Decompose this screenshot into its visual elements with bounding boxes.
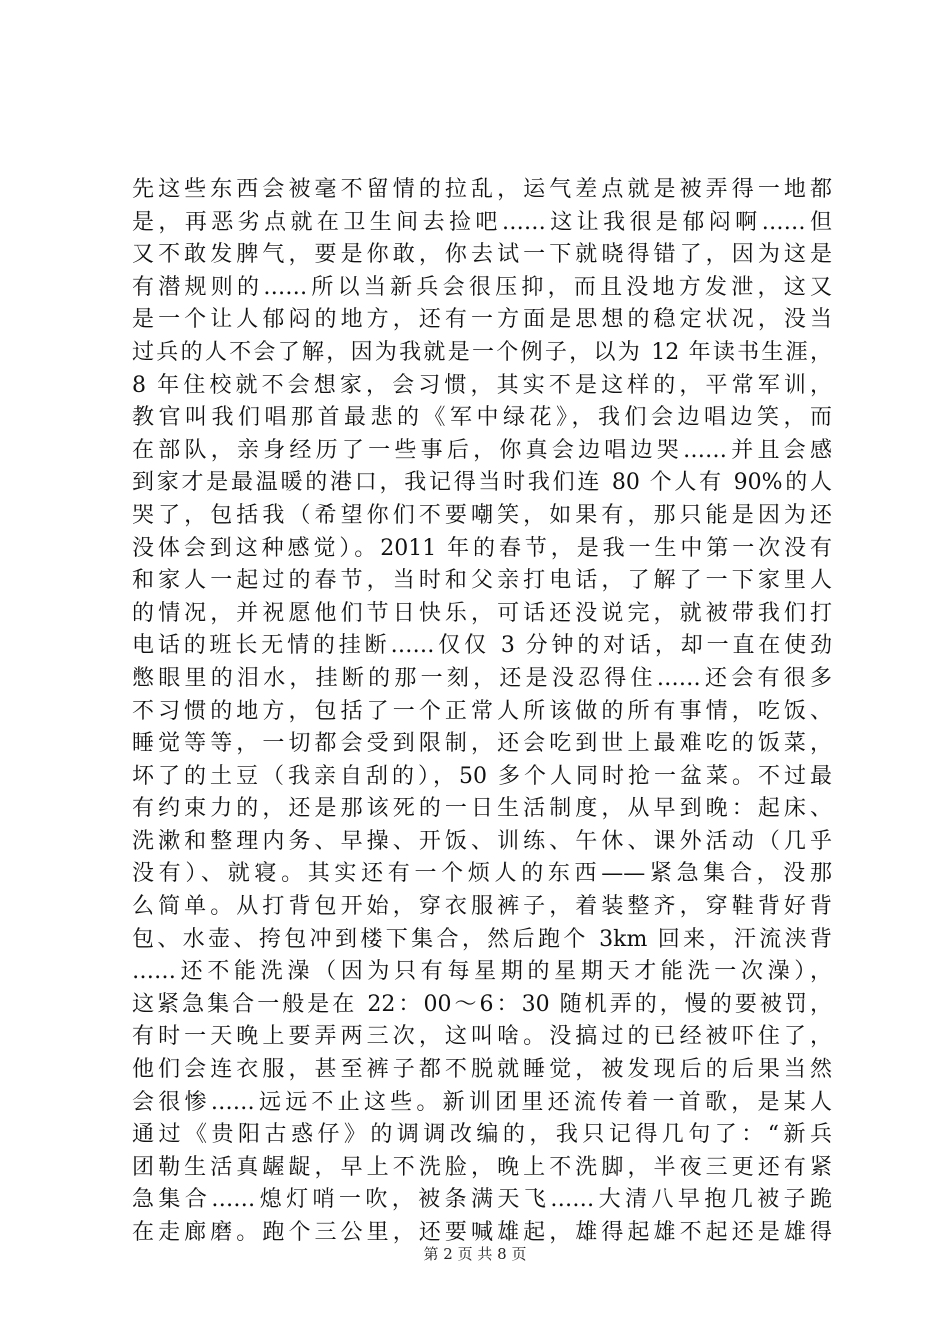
text-line: 在走廊磨。跑个三公里，还要喊雄起，雄得起雄不起还是雄得 xyxy=(132,1220,832,1245)
text-line: 洗漱和整理内务、早操、开饭、训练、午休、课外活动（几乎 xyxy=(132,828,832,854)
text-line: 这紧急集合一般是在 22：00～6：30 随机弄的，慢的要被罚， xyxy=(132,991,832,1017)
text-line: 会很惨……远远不止这些。新训团里还流传着一首歌，是某人 xyxy=(132,1089,832,1115)
text-line: 在部队，亲身经历了一些事后，你真会边唱边哭……并且会感 xyxy=(132,437,832,463)
text-line: 憋眼里的泪水，挂断的那一刻，还是没忍得住……还会有很多 xyxy=(132,665,832,691)
text-line: ……还不能洗澡（因为只有每星期的星期天才能洗一次澡）， xyxy=(132,959,832,985)
text-line: 到家才是最温暖的港口，我记得当时我们连 80 个人有 90%的人 xyxy=(132,470,832,496)
text-line: 坏了的土豆（我亲自刮的），50 多个人同时抢一盆菜。不过最 xyxy=(132,763,832,789)
text-line: 么简单。从打背包开始，穿衣服裤子，着装整齐，穿鞋背好背 xyxy=(132,894,832,920)
text-line: 没有）、就寝。其实还有一个烦人的东西——紧急集合，没那 xyxy=(132,861,832,887)
text-line: 没体会到这种感觉）。2011 年的春节，是我一生中第一次没有 xyxy=(132,535,832,561)
text-line: 是，再恶劣点就在卫生间去捡吧……这让我很是郁闷啊……但 xyxy=(132,209,832,235)
text-line: 又不敢发脾气，要是你敢，你去试一下就晓得错了，因为这是 xyxy=(132,242,832,268)
text-line: 教官叫我们唱那首最悲的《军中绿花》，我们会边唱边笑，而 xyxy=(132,405,832,431)
text-line: 是一个让人郁闷的地方，还有一方面是思想的稳定状况，没当 xyxy=(132,307,832,333)
text-line: 有约束力的，还是那该死的一日生活制度，从早到晚：起床、 xyxy=(132,796,832,822)
text-line: 他们会连衣服，甚至裤子都不脱就睡觉，被发现后的后果当然 xyxy=(132,1057,832,1083)
text-line: 的情况，并祝愿他们节日快乐，可话还没说完，就被带我们打 xyxy=(132,600,832,626)
text-line: 有潜规则的……所以当新兵会很压抑，而且没地方发泄，这又 xyxy=(132,274,832,300)
text-line: 通过《贵阳古惑仔》的调调改编的，我只记得几句了：“新兵 xyxy=(132,1122,832,1148)
text-line: 不习惯的地方，包括了一个正常人所该做的所有事情，吃饭、 xyxy=(132,698,832,724)
text-line: 过兵的人不会了解，因为我就是一个例子，以为 12 年读书生涯， xyxy=(132,339,832,365)
text-line: 有时一天晚上要弄两三次，这叫啥。没搞过的已经被吓住了， xyxy=(132,1024,832,1050)
body-paragraph xyxy=(132,174,832,1250)
text-line: 哭了，包括我（希望你们不要嘲笑，如果有，那只能是因为还 xyxy=(132,502,832,528)
text-line: 先这些东西会被毫不留情的拉乱，运气差点就是被弄得一地都 xyxy=(132,177,832,202)
text-line: 急集合……熄灯哨一吹，被条满天飞……大清八早抱几被子跪 xyxy=(132,1187,832,1213)
text-line: 8 年住校就不会想家，会习惯，其实不是这样的，平常军训， xyxy=(132,372,832,398)
text-line: 团勒生活真龌龊，早上不洗脸，晚上不洗脚，半夜三更还有紧 xyxy=(132,1154,832,1180)
page-footer: 第 2 页 共 8 页 xyxy=(423,1245,527,1263)
text-line: 和家人一起过的春节，当时和父亲打电话，了解了一下家里人 xyxy=(132,568,832,594)
text-line: 电话的班长无情的挂断……仅仅 3 分钟的对话，却一直在使劲 xyxy=(132,633,832,659)
text-line: 睡觉等等，一切都会受到限制，还会吃到世上最难吃的饭菜， xyxy=(132,731,832,757)
text-line: 包、水壶、挎包冲到楼下集合，然后跑个 3km 回来，汗流浃背 xyxy=(132,926,832,952)
